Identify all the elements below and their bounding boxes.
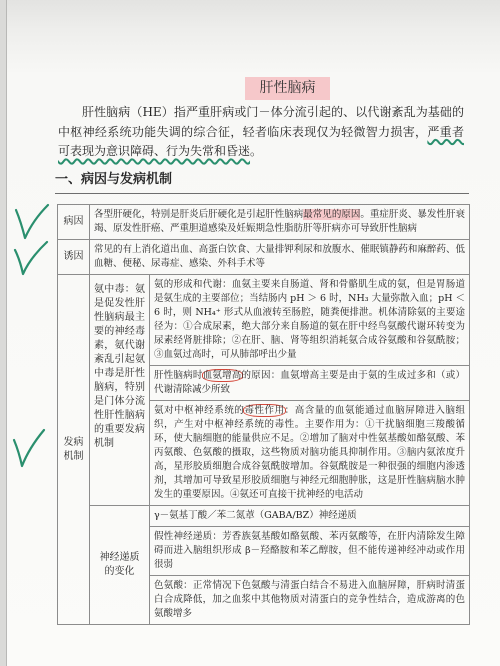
cause-text-after: 。重症肝炎、暴发性肝衰竭、原发性肝癌、严重胆道感染及妊娠期急性脂肪肝等肝病亦可导致肝性脑病 [94,209,465,234]
intro-end: 。 [250,144,263,158]
mechanism-label: 发病机制 [58,275,90,625]
intro-text: 肝性脑病（HE）指严重肝病或门－体分流引起的、以代谢紊乱为基础的中枢神经系统功能失调的综合征，轻者临床表现仅为轻微智力损害， [58,105,464,139]
ammonia-formation-cell: 氨的形成和代谢：血氨主要来自肠道、肾和骨骼肌生成的氨，但是胃肠道是氨生成的主要部位；当结肠内 pH ＞ 6 时，NH₃ 大量弥散入血；pH ＜ 6 时，则 NH₄⁺ 形式从血液转至肠腔，随粪便排泄。机体清除氨的主要途径为：①合成尿素，绝大部分来自肠道的氨在肝中经鸟氨酸代谢环转变为尿素经肾脏排除；②在肝、脑、肾等组织消耗氨合成谷氨酸和谷氨酰胺；③血氨过高时，可从肺部呼出少量 [150,275,470,366]
tryptophan-cell: 色氨酸：正常情况下色氨酸与清蛋白结合不易进入血脑屏障，肝病时清蛋白合成降低，加之血浆中其他物质对清蛋白的竞争性结合，造成游离的色氨酸增多 [150,576,470,625]
cause-highlight: 最常见的原因 [303,209,361,220]
false-transmitter-cell: 假性神经递质：芳香族氨基酸如酪氨酸、苯丙氨酸等，在肝内清除发生障碍而进入脑组织形成 β－羟酪胺和苯乙醇胺，但不能传递神经冲动或作用很弱 [150,527,470,576]
table-row-gaba [58,506,470,527]
notes-table [57,204,470,625]
elevation-circled: 血氨增高 [202,370,242,381]
gaba-cell: γ－氨基丁酸／苯二氮䓬（GABA/BZ）神经递质 [150,506,470,527]
ammonia-elevation-cell [150,366,470,401]
elevation-after: 的原因：血氨增高主要是由于氨的生成过多和（或）代谢清除减少所致 [154,370,465,395]
cause-text-before: 各型肝硬化，特别是肝炎后肝硬化是引起肝性脑病 [94,209,304,220]
section-heading: 一、病因与发病机制 [55,171,469,194]
page-title: 肝性脑病 [245,77,330,100]
cause-label: 病因 [58,205,90,240]
trigger-cell: 常见的有上消化道出血、高蛋白饮食、大量排钾利尿和放腹水、催眠镇静药和麻醉药、低血糖、便秘、尿毒症、感染、外科手术等 [90,240,470,275]
elevation-before: 肝性脑病时 [154,370,203,381]
intro-underlined-text: 严重者可表现为意识障碍、行为失常和昏迷 [58,124,464,158]
check-mark-icon [14,430,44,466]
intro-paragraph [58,103,464,162]
table-row-trigger [58,240,470,275]
table-row-cause [58,205,470,240]
check-mark-icon [15,242,47,274]
handwritten-marks [0,150,60,490]
ammonia-toxicity-cell [150,401,470,506]
table-row-ammonia-formation [58,275,470,366]
toxicity-circled: 毒性作用 [244,405,285,416]
neurotransmitter-label: 神经递质的变化 [90,506,150,625]
trigger-label: 诱因 [58,240,90,275]
check-mark-icon [16,205,48,238]
ammonia-label: 氨中毒：氨是促发性肝性脑病最主要的神经毒素，氨代谢紊乱引起氨中毒是肝性脑病，特别是门体分流性肝性脑病的重要发病机制 [90,275,150,506]
toxicity-before: 氨对中枢神经系统的 [154,405,245,416]
toxicity-after: ：高含量的血氨能通过血脑屏障进入脑组织，产生对中枢神经系统的毒性。主要作用为：①干扰脑细胞三羧酸循环，使大脑细胞的能量供应不足。②增加了脑对中性氨基酸如酪氨酸、苯丙氨酸、色氨酸的摄取，这些物质对脑功能具抑制作用。③脑内氨浓度升高，星形胶质细胞合成谷氨酰胺增加。谷氨酰胺是一种很强的细胞内渗透剂，其增加可导致星形胶质细胞与神经元细胞肿胀，这是肝性脑病脑水肿发生的重要原因。④氨还可直接干扰神经的电活动 [154,405,466,500]
cause-cell [90,205,470,240]
